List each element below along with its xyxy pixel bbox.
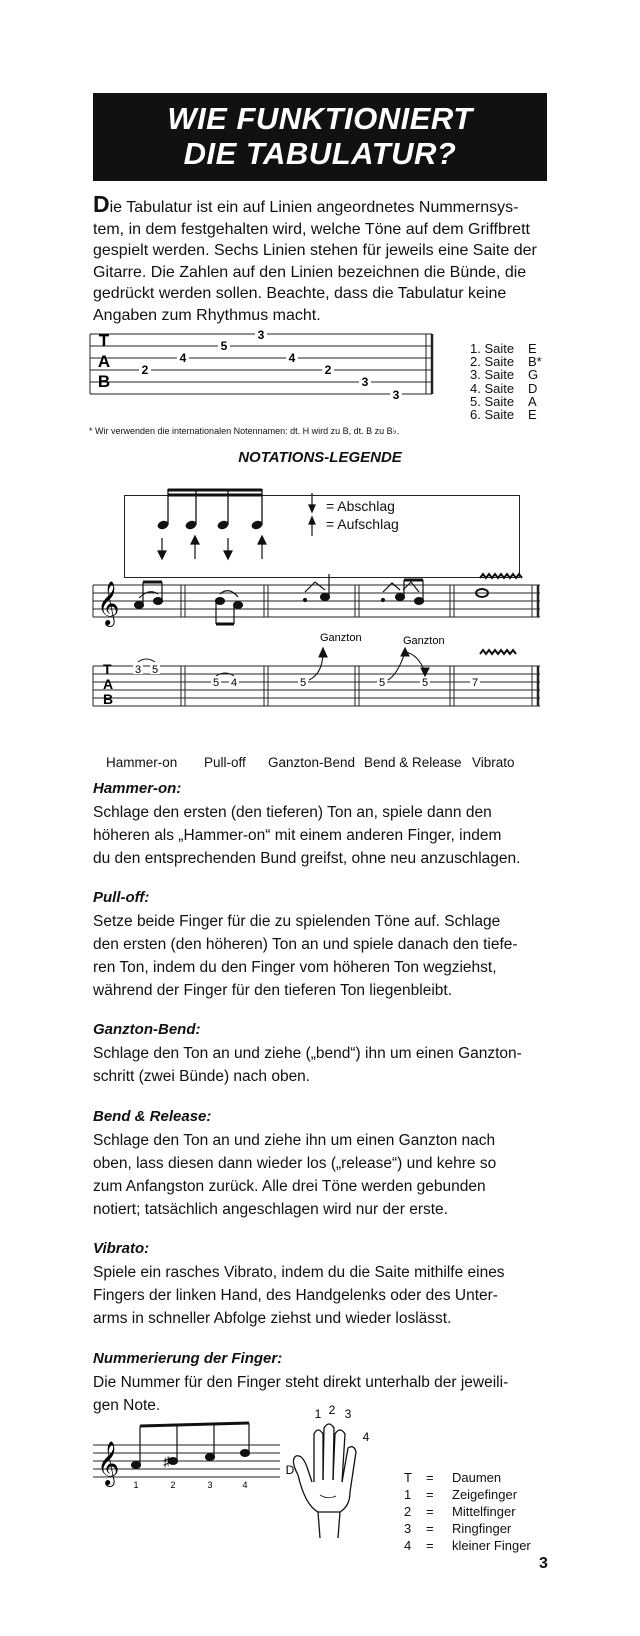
treble-clef-icon: 𝄞 — [97, 1443, 120, 1485]
finger-name: Daumen — [452, 1470, 502, 1485]
tab-fret: 3 — [392, 388, 400, 402]
finger-eq: = — [426, 1487, 434, 1502]
string-label: 2. Saite — [470, 354, 515, 370]
string-label: 5. Saite — [470, 393, 515, 409]
intro-line: gedrückt werden sollen. Beachte, dass die Tabulatur keine — [93, 285, 507, 302]
tab-fret: 2 — [141, 363, 149, 377]
page-number: 3 — [539, 1555, 548, 1572]
release-label: Ganzton — [403, 635, 445, 647]
downstroke-label: = Abschlag — [326, 498, 395, 514]
finger-name: Ringfinger — [452, 1521, 512, 1536]
tab-fret: 5 — [378, 677, 386, 689]
finger-name: Zeigefinger — [452, 1487, 518, 1502]
section-line: du den entsprechenden Bund greifst, ohne neu anzuschlagen. — [93, 850, 521, 867]
section-line: zum Anfangston zurück. Alle drei Töne werden gebunden — [93, 1178, 486, 1195]
string-label: 4. Saite — [470, 380, 515, 396]
section-heading: Ganzton-Bend: — [93, 1021, 201, 1038]
tab-fret: 4 — [230, 677, 238, 689]
tab-fret: 5 — [299, 677, 307, 689]
hand-finger-number: 3 — [344, 1407, 352, 1421]
tab-fret: 7 — [471, 677, 479, 689]
bend-label: Ganzton — [320, 632, 362, 644]
string-label: 6. Saite — [470, 407, 515, 423]
section-line: oben, lass diesen dann wieder los („release“) und kehre so — [93, 1155, 497, 1172]
bend-curve — [309, 654, 323, 680]
release-arrow-icon — [421, 668, 429, 676]
label-ganzton-bend: Ganzton-Bend — [268, 755, 356, 770]
tab-example — [0, 320, 640, 423]
string-note: A — [528, 393, 537, 409]
tab-letter-t: T — [103, 661, 112, 677]
tab-fret: 2 — [324, 363, 332, 377]
tab-fret: 3 — [361, 375, 369, 389]
section-heading: Vibrato: — [93, 1240, 150, 1257]
string-note: G — [528, 367, 539, 383]
section-line: Spiele ein rasches Vibrato, indem du die Saite mithilfe eines — [93, 1264, 505, 1281]
intro-paragraph — [93, 191, 553, 326]
section-line: den ersten (den höheren) Ton an und spiele danach den tiefe- — [93, 936, 518, 953]
dropcap: D — [93, 191, 110, 217]
finger-name: kleiner Finger — [452, 1538, 531, 1553]
section-text — [93, 801, 563, 870]
tab-fret: 3 — [257, 328, 265, 342]
label-vibrato: Vibrato — [472, 755, 515, 770]
string-note: D — [528, 380, 538, 396]
tab-fret: 4 — [179, 351, 187, 365]
section-line: Schlage den Ton an und ziehe („bend“) ihn um einen Ganzton- — [93, 1045, 522, 1062]
finger-key: 4 — [404, 1538, 412, 1553]
finger-number: 1 — [133, 1480, 139, 1490]
upstroke-label: = Aufschlag — [326, 516, 399, 532]
down-arrow-icon — [224, 551, 232, 559]
tab-letter-t: T — [98, 331, 110, 350]
finger-key: 1 — [404, 1487, 412, 1502]
title-line-1: WIE FUNKTIONIERT — [167, 101, 473, 136]
tab-fret: 5 — [151, 664, 159, 676]
section-line: Setze beide Finger für die zu spielenden Töne auf. Schlage — [93, 913, 501, 930]
intro-line: gespielt werden. Sechs Linien stehen für jeweils eine Saite der — [93, 242, 537, 259]
section-line: höheren als „Hammer-on“ mit einem anderen Finger, indem — [93, 827, 502, 844]
bend-arrow-icon — [319, 648, 327, 657]
label-hammer-on: Hammer-on — [106, 755, 178, 770]
up-arrow-icon — [258, 536, 266, 544]
section-line: ren Ton, indem du den Finger vom höheren Ton wegziehst, — [93, 959, 497, 976]
section-line: gen Note. — [93, 1397, 161, 1414]
hand-finger-number: 2 — [328, 1403, 336, 1417]
tab-fret: 3 — [134, 664, 142, 676]
intro-line: Angaben zum Rhythmus macht. — [93, 306, 321, 324]
section-line: Schlage den Ton an und ziehe ihn um einen Ganzton nach — [93, 1132, 496, 1149]
finger-key: 3 — [404, 1521, 412, 1536]
section-line: Fingers der linken Hand, des Handgelenks oder des Unter- — [93, 1287, 498, 1304]
finger-number: 4 — [242, 1480, 248, 1490]
tab-letter-a: A — [103, 676, 114, 692]
up-arrow-icon — [191, 536, 199, 544]
finger-key: T — [404, 1470, 412, 1485]
notation-examples — [0, 570, 640, 720]
finger-eq: = — [426, 1504, 434, 1519]
vibrato-icon — [480, 650, 516, 654]
footnote: * Wir verwenden die internationalen Notennamen: dt. H wird zu B, dt. B zu B♭. — [89, 426, 400, 436]
down-arrow-icon — [158, 551, 166, 559]
finger-eq: = — [426, 1470, 434, 1485]
tab-fret: 5 — [220, 339, 228, 353]
section-text — [93, 1129, 563, 1221]
section-text — [93, 1261, 563, 1330]
section-line: notiert; tatsächlich angeschlagen wird nur der erste. — [93, 1201, 448, 1218]
finger-number: 2 — [170, 1480, 176, 1490]
section-line: Schlage den ersten (den tieferen) Ton an, spiele dann den — [93, 804, 492, 821]
finger-number: 3 — [207, 1480, 213, 1490]
tab-fret: 4 — [288, 351, 296, 365]
section-heading: Bend & Release: — [93, 1108, 212, 1125]
up-arrow-icon — [309, 517, 315, 524]
label-bend-release: Bend & Release — [364, 755, 462, 770]
strum-notation — [124, 495, 520, 578]
hand-drawing — [293, 1424, 356, 1538]
finger-eq: = — [426, 1521, 434, 1536]
string-label: 1. Saite — [470, 341, 515, 356]
finger-legend — [404, 1469, 531, 1554]
section-line: arms in schneller Abfolge ziehst und wieder loslässt. — [93, 1310, 452, 1327]
treble-clef-icon: 𝄞 — [97, 583, 120, 625]
section-heading: Pull-off: — [93, 889, 150, 906]
hand-finger-number: 1 — [314, 1407, 322, 1421]
page-title — [93, 93, 547, 181]
tab-fret: 5 — [212, 677, 220, 689]
intro-line: tem, in dem festgehalten wird, welche Töne auf dem Griffbrett — [93, 220, 530, 238]
legend-title: NOTATIONS-LEGENDE — [238, 449, 402, 466]
string-note: B* — [528, 354, 542, 370]
section-text — [93, 910, 563, 1002]
hand-finger-number: 4 — [362, 1430, 370, 1444]
string-note: E — [528, 341, 537, 356]
section-line: während der Finger für den tieferen Ton liegenbleibt. — [93, 982, 453, 999]
section-text — [93, 1042, 563, 1088]
tab-fret: 5 — [421, 677, 429, 689]
string-list — [470, 342, 542, 421]
finger-eq: = — [426, 1538, 434, 1553]
section-heading: Hammer-on: — [93, 780, 182, 797]
tab-letter-a: A — [97, 352, 111, 371]
sharp-icon: ♯ — [163, 1453, 170, 1469]
string-label: 3. Saite — [470, 367, 515, 383]
section-line: Die Nummer für den Finger steht direkt unterhalb der jeweili- — [93, 1374, 509, 1391]
down-arrow-icon — [309, 505, 315, 512]
section-heading: Nummerierung der Finger: — [93, 1350, 283, 1367]
section-line: schritt (zwei Bünde) nach oben. — [93, 1068, 311, 1085]
label-pull-off: Pull-off — [204, 755, 246, 770]
finger-name: Mittelfinger — [452, 1504, 516, 1519]
vibrato-icon — [480, 574, 522, 578]
intro-line: ie Tabulatur ist ein auf Linien angeordnetes Nummernsys- — [109, 199, 519, 216]
title-line-2: DIE TABULATUR? — [183, 136, 457, 171]
hand-thumb-label: D — [285, 1463, 295, 1477]
intro-line: Gitarre. Die Zahlen auf den Linien bezeichnen die Bünde, die — [93, 263, 527, 281]
finger-key: 2 — [404, 1504, 412, 1519]
string-note: E — [528, 407, 537, 423]
tab-letter-b: B — [103, 691, 114, 707]
tab-letter-b: B — [97, 372, 111, 391]
